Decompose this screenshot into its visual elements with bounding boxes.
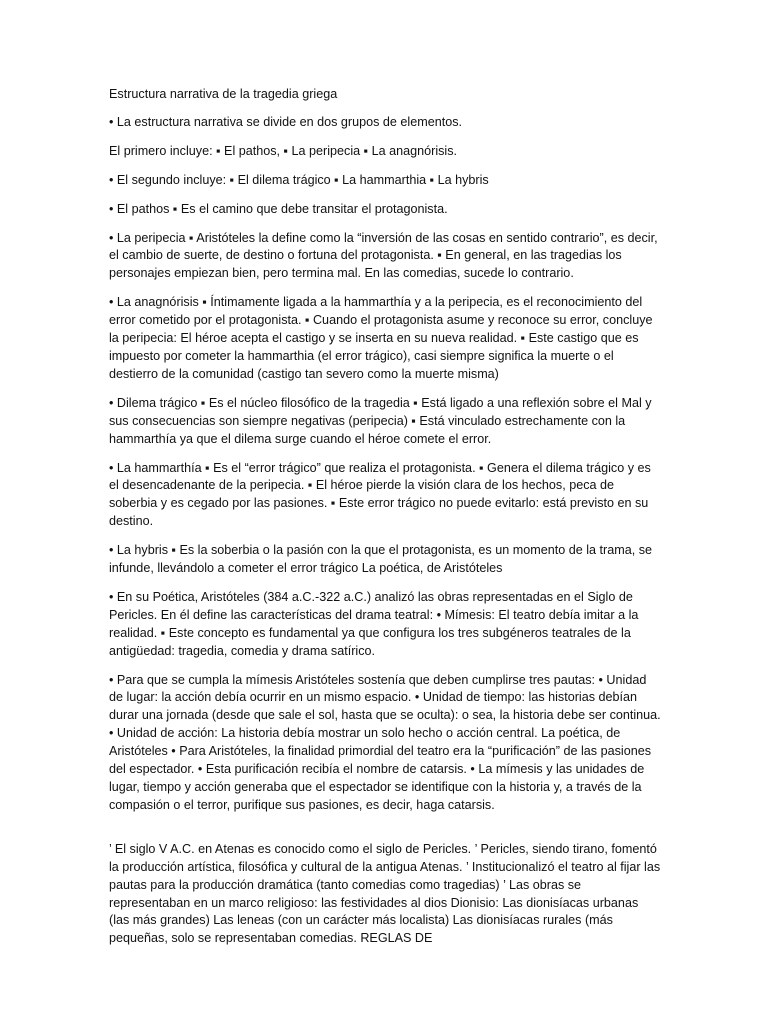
- paragraph-estructura: • La estructura narrativa se divide en dos grupos de elementos.: [109, 114, 463, 129]
- paragraph-siglo-pericles: ’ El siglo V A.C. en Atenas es conocido como el siglo de Pericles. ’ Pericles, siendo tirano, fomentó la producción artística, filosófica y cultural de la antigua Atenas. ’ Institucionalizó el teatro al fijar las pautas para la producción dramática (tanto comedias como tragedias) ’ Las obras se representaban en un marco religioso: las festividades al dios Dionisio: Las dionisíacas urbanas (las más grandes) Las leneas (con un carácter más localista) Las dionisíacas rurales (más pequeñas, solo se representaban comedias. REGLAS DE: [109, 841, 661, 946]
- paragraph-segundo: • El segundo incluye: ▪ El dilema trágico ▪ La hammarthia ▪ La hybris: [109, 172, 489, 187]
- document-title: Estructura narrativa de la tragedia griega: [109, 87, 338, 101]
- paragraph-pathos: • El pathos ▪ Es el camino que debe transitar el protagonista.: [109, 201, 448, 216]
- paragraph-anagnorisis: • La anagnórisis ▪ Íntimamente ligada a la hammarthía y a la peripecia, es el reconocimiento del error cometido por el protagonista. ▪ Cuando el protagonista asume y reconoce su error, concluye la peripecia: El héroe acepta el castigo y se inserta en su nueva realidad. ▪ Este castigo que es impuesto por cometer la hammarthia (el error trágico), casi siempre significa la muerte o el destierro de la comunidad (castigo tan severo como la muerte misma): [109, 295, 653, 381]
- paragraph-poetica: • En su Poética, Aristóteles (384 a.C.-322 a.C.) analizó las obras representadas en el Siglo de Pericles. En él define las características del drama teatral: • Mímesis: El teatro debía imitar a la realidad. ▪ Este concepto es fundamental ya que configura los tres subgéneros teatrales de la antigüedad: tragedia, comedia y drama satírico.: [109, 589, 639, 658]
- document-body: [109, 86, 661, 959]
- paragraph-hammarthia: • La hammarthía ▪ Es el “error trágico” que realiza el protagonista. ▪ Genera el dilema trágico y es el desencadenante de la peripecia. ▪ El héroe pierde la visión clara de los hechos, peca de soberbia y es cegado por las pasiones. ▪ Este error trágico no puede evitarlo: está previsto en su destino.: [109, 460, 651, 529]
- paragraph-mimesis: • Para que se cumpla la mímesis Aristóteles sostenía que deben cumplirse tres pautas: • Unidad de lugar: la acción debía ocurrir en un mismo espacio. • Unidad de tiempo: las historias debían durar una jornada (desde que sale el sol, hasta que se oculta): o sea, la historia debe ser continua. • Unidad de acción: La historia debía mostrar un solo hecho o acción central. La poética, de Aristóteles • Para Aristóteles, la finalidad primordial del teatro era la “purificación” de las pasiones del espectador. • Esta purificación recibía el nombre de catarsis. • La mímesis y las unidades de lugar, tiempo y acción generaba que el espectador se identifique con la historia y, a través de la compasión o el terror, purifique sus pasiones, es decir, haga catarsis.: [109, 672, 661, 812]
- paragraph-peripecia: • La peripecia ▪ Aristóteles la define como la “inversión de las cosas en sentido contrario”, es decir, el cambio de suerte, de destino o fortuna del protagonista. ▪ En general, en las tragedias los personajes empiezan bien, pero termina mal. En las comedias, sucede lo contrario.: [109, 230, 658, 281]
- paragraph-dilema: • Dilema trágico ▪ Es el núcleo filosófico de la tragedia ▪ Está ligado a una reflexión sobre el Mal y sus consecuencias son siempre negativas (peripecia) ▪ Está vinculado estrechamente con la hammarthía ya que el dilema surge cuando el héroe comete el error.: [109, 395, 652, 446]
- paragraph-hybris: • La hybris ▪ Es la soberbia o la pasión con la que el protagonista, es un momento de la trama, se infunde, llevándolo a cometer el error trágico La poética, de Aristóteles: [109, 543, 653, 576]
- paragraph-primero: El primero incluye: ▪ El pathos, ▪ La peripecia ▪ La anagnórisis.: [109, 143, 458, 158]
